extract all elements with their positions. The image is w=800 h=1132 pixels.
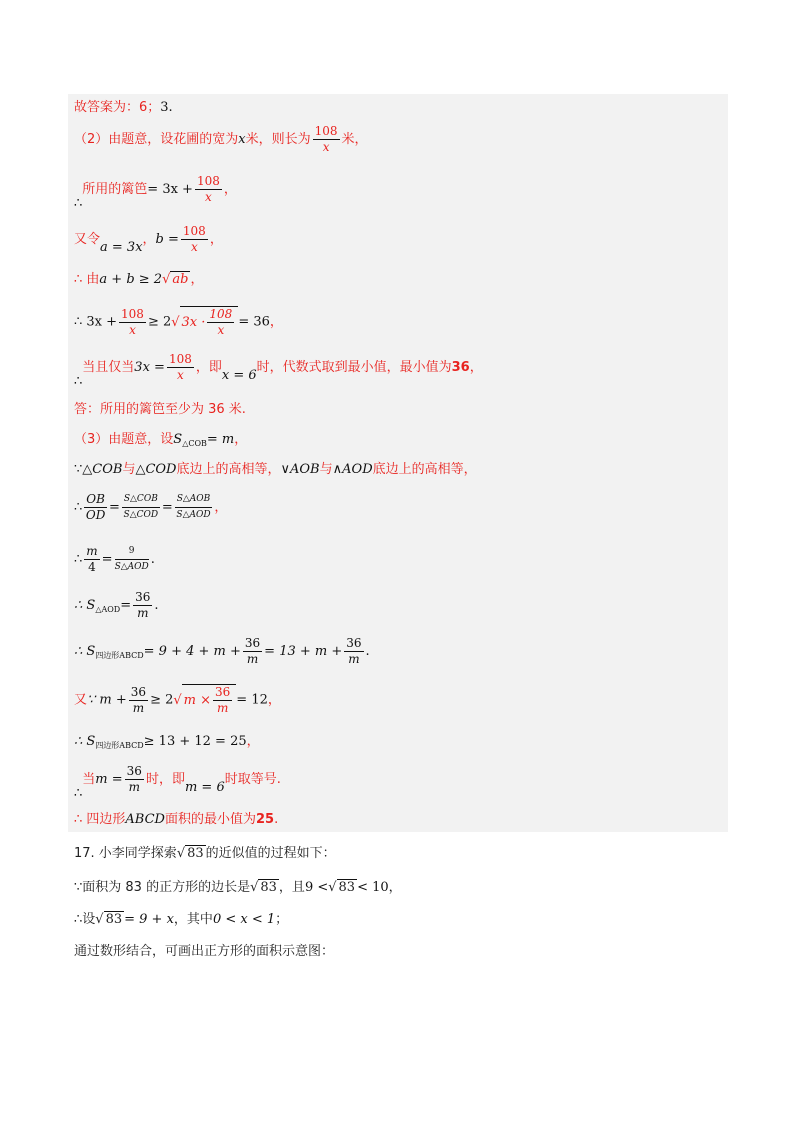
radicand-text: m × <box>183 693 212 708</box>
answer-line-15 <box>74 684 281 716</box>
expression: m = 6 <box>184 780 225 795</box>
text: . <box>274 812 279 827</box>
text: ∵面积为 83 的正方形的边长是 <box>74 880 251 895</box>
expression: S <box>173 432 183 447</box>
subscript: 四边形ABCD <box>95 741 144 750</box>
answer-line-5 <box>74 272 203 288</box>
text: 时，代数式取到最小值，最小值为 <box>256 360 452 375</box>
text: 当 <box>82 772 96 787</box>
expression: ≥ 2 <box>147 314 172 330</box>
denominator: S△AOD <box>114 562 149 572</box>
denominator: S△AOD <box>176 510 211 520</box>
text: 当且仅当 <box>82 360 135 375</box>
radicand <box>182 684 237 716</box>
numerator: 9 <box>115 544 149 560</box>
fraction <box>129 685 148 716</box>
expression: = m <box>206 432 235 447</box>
answer-line-11: ∴ $\frac{OB}{OD}$ = $\frac{\text{S△COB}}{\text{S△COD}}$ = $\frac{\text{S△AOB}}{\text{S△AOD}}$ ， <box>74 492 228 522</box>
because-symbol: ∵ <box>74 462 83 477</box>
answer-line-14 <box>74 636 370 667</box>
question-line-3 <box>74 912 288 928</box>
sqrt: √ ab <box>162 272 189 287</box>
fraction <box>167 352 194 383</box>
denominator: m <box>216 701 229 715</box>
text: ， <box>269 314 283 330</box>
expression: ≥ 2 <box>150 692 174 708</box>
text: 时取等号. <box>224 772 281 787</box>
text: ， <box>388 880 402 895</box>
radicand-text: 3x · <box>181 315 206 330</box>
answer-line-7 <box>74 352 483 389</box>
expression: 9 < <box>304 880 329 895</box>
numerator: 36 <box>346 636 362 650</box>
text: 面积的最小值为 <box>164 812 256 827</box>
value: 25 <box>255 812 275 827</box>
text: （2）由题意，设花圃的宽为 <box>74 132 239 147</box>
expression: ABCD <box>125 812 165 827</box>
text: ， <box>142 232 156 247</box>
sqrt: √ 83 <box>250 880 277 895</box>
therefore-symbol: ∴ <box>74 500 83 515</box>
answer-line-1 <box>74 100 173 116</box>
radicand: 83 <box>105 912 123 927</box>
text: 底边上的高相等， <box>176 462 281 477</box>
denominator: m <box>246 652 259 666</box>
denominator: x <box>177 368 184 382</box>
text: 通过数形结合，可画出正方形的面积示意图： <box>74 944 335 959</box>
expression: = 9 + 4 + m + <box>143 644 241 659</box>
therefore-symbol: ∴ <box>74 374 83 389</box>
expression: 0 < x < 1 <box>212 912 276 927</box>
radicand: ab <box>172 272 189 287</box>
expression: ∴ S <box>74 734 96 749</box>
denominator: x <box>190 240 198 254</box>
fraction <box>344 636 363 667</box>
denominator: m <box>137 606 149 620</box>
expression: 3x = <box>134 360 165 375</box>
fraction <box>115 544 149 575</box>
answer-line-2 <box>74 124 368 155</box>
subscript: △COB <box>182 439 207 448</box>
sqrt: √ 83 <box>95 912 123 927</box>
text: ，且 <box>278 880 305 895</box>
therefore-symbol: ∴ <box>74 196 83 211</box>
text: 与 <box>319 462 333 477</box>
denominator: x <box>129 322 136 337</box>
text: . <box>150 552 155 567</box>
expression: = 3x + <box>147 182 193 197</box>
numerator: 108 <box>168 352 192 366</box>
text: ， <box>214 500 228 515</box>
expression: = 9 + x <box>124 912 174 927</box>
fraction <box>243 636 262 667</box>
triangle: △COB <box>82 462 123 477</box>
triangle: △COD <box>135 462 177 477</box>
value: 36 <box>451 360 470 375</box>
text: ； <box>275 912 289 927</box>
text: ， <box>246 734 260 749</box>
answer-line-8 <box>74 402 246 418</box>
fraction <box>175 492 213 523</box>
numerator: OB <box>86 492 105 506</box>
numerator: m <box>86 544 98 558</box>
fraction <box>84 492 107 523</box>
denominator: x <box>322 140 330 154</box>
fraction <box>213 685 232 716</box>
numerator: 36 <box>244 636 261 650</box>
numerator: 36 <box>135 590 151 604</box>
text: 米，则长为 <box>245 132 311 147</box>
text: ， <box>223 182 237 197</box>
text: 的近似值的过程如下： <box>205 846 336 861</box>
fraction <box>84 544 99 575</box>
text: 底边上的高相等， <box>372 462 477 477</box>
sqrt: √ 3x · $\frac{108}{x}$ <box>171 315 238 330</box>
numerator: S△COB <box>122 492 160 508</box>
expression: ∴ S <box>74 644 96 659</box>
text: 与 <box>122 462 136 477</box>
text: ，其中 <box>173 912 213 927</box>
answer-line-4 <box>74 224 223 255</box>
expression: = 36 <box>238 314 270 330</box>
expression: m = <box>95 772 123 787</box>
denominator: x <box>217 323 225 337</box>
expression: a + b ≥ 2 <box>99 272 163 287</box>
text: 所用的篱笆 <box>82 182 148 197</box>
expression: < 10 <box>357 880 389 895</box>
answer-line-12: ∴ $\frac{m}{4}$ = $\frac{9}{\text{S△AOD}}$ . <box>74 544 155 574</box>
sqrt: √ 83 <box>328 880 356 895</box>
expression: ∴ S <box>74 598 96 613</box>
denominator: OD <box>85 508 106 522</box>
numerator: 108 <box>314 124 338 138</box>
expression: ∴ 3x + <box>74 314 118 330</box>
expression: = 13 + m + <box>264 644 343 659</box>
denominator: m <box>128 780 140 794</box>
text: . <box>154 598 159 613</box>
denominator: S△COD <box>123 510 159 520</box>
text: ， <box>234 432 248 447</box>
fraction <box>119 307 146 338</box>
answer-line-3 <box>74 174 237 211</box>
fraction <box>133 590 152 621</box>
radicand: 83 <box>260 880 277 895</box>
answer-line-13 <box>74 590 159 621</box>
numerator: 108 <box>209 307 233 321</box>
expression: ≥ 13 + 12 = 25 <box>143 734 247 749</box>
expression: b = <box>155 232 179 247</box>
text: 又令 <box>74 232 101 247</box>
radicand: 83 <box>187 846 204 861</box>
numerator: 108 <box>182 224 206 238</box>
answer-line-6 <box>74 306 283 338</box>
subscript: 四边形ABCD <box>95 651 144 660</box>
expression: x = 6 <box>221 368 257 383</box>
fraction <box>195 174 222 205</box>
numerator: 108 <box>196 174 220 188</box>
text: . <box>365 644 370 659</box>
answer-line-17 <box>74 764 281 801</box>
answer-value: 3. <box>160 100 173 115</box>
text: ， <box>190 272 204 287</box>
numerator: S△AOB <box>175 492 213 508</box>
answer-line-10 <box>74 462 477 478</box>
fraction <box>122 492 160 523</box>
text: （3）由题意，设 <box>74 432 174 447</box>
denominator: m <box>132 700 145 715</box>
therefore-symbol: ∴ <box>74 552 83 567</box>
fraction <box>313 124 340 155</box>
text: ∴ 四边形 <box>74 812 126 827</box>
text: ， <box>469 360 483 375</box>
sqrt: √ m × $\frac{36}{m}$ <box>173 693 236 708</box>
text: 米， <box>341 132 368 147</box>
numerator: 36 <box>126 764 142 778</box>
numerator: 36 <box>215 685 231 699</box>
subscript: △AOD <box>95 605 121 614</box>
answer-line-18 <box>74 812 278 828</box>
answer-line-9 <box>74 432 247 452</box>
expression: a = 3x <box>100 240 143 255</box>
therefore-symbol: ∴ <box>74 786 83 801</box>
radicand <box>180 306 239 338</box>
text: ， <box>267 692 281 708</box>
fraction <box>207 307 234 338</box>
answer-text: 故答案为：6； <box>74 100 161 115</box>
question-line-4 <box>74 944 334 960</box>
sqrt: √ 83 <box>176 846 204 861</box>
expression: ∵ m + <box>87 692 127 708</box>
radicand: 83 <box>338 880 356 895</box>
text: 答：所用的篱笆至少为 36 米. <box>74 402 246 417</box>
text: ，即 <box>195 360 222 375</box>
expression: = 12 <box>236 692 268 708</box>
text: 时，即 <box>145 772 185 787</box>
question-line-1 <box>74 846 336 862</box>
var-x: x <box>238 132 246 147</box>
answer-line-16 <box>74 734 260 754</box>
numerator: 108 <box>121 306 144 321</box>
text: ， <box>209 232 223 247</box>
denominator: x <box>205 190 212 204</box>
denominator: m <box>348 652 360 666</box>
text: 17. 小李同学探索 <box>74 846 177 861</box>
expression: = <box>120 598 132 613</box>
text: ∴设 <box>74 912 96 927</box>
fraction <box>125 764 144 795</box>
question-line-2 <box>74 880 402 896</box>
denominator: 4 <box>88 560 96 574</box>
triangle: ∨AOB <box>280 462 320 477</box>
triangle: ∧AOD <box>332 462 373 477</box>
fraction <box>181 224 208 255</box>
numerator: 36 <box>130 684 147 699</box>
text: ∴ 由 <box>74 272 100 287</box>
text: 又 <box>74 692 88 708</box>
